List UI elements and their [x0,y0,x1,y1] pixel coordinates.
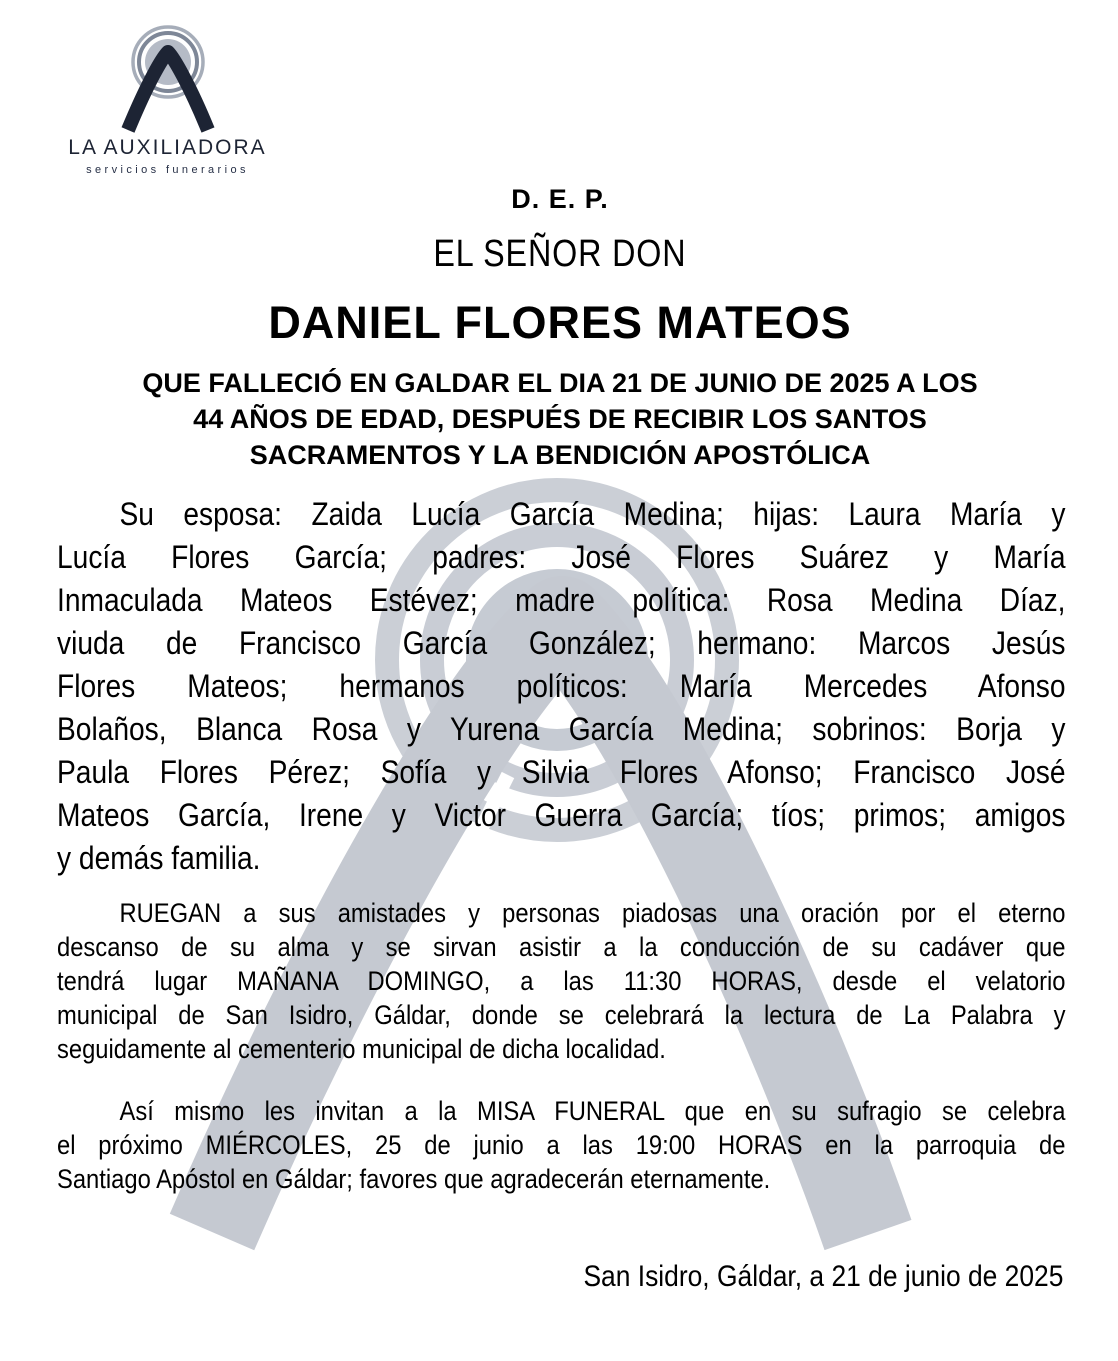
brand-name: LA AUXILIADORA [68,136,267,159]
deceased-name: DANIEL FLORES MATEOS [268,297,852,348]
text-line: Así mismo les invitan a la MISA FUNERAL que en su sufragio se celebra [119,1096,1066,1126]
salutation-row [57,231,1063,277]
salutation: EL SEÑOR DON [433,233,687,275]
dateline: San Isidro, Gáldar, a 21 de junio de 2025 [583,1260,1063,1293]
text-line: Inmaculada Mateos Estévez; madre política: Rosa Medina Díaz, [57,582,1066,618]
text-line: municipal de San Isidro, Gáldar, donde se celebrará la lectura de La Palabra y [57,1000,1066,1030]
text-line: Paula Flores Pérez; Sofía y Silvia Flores Afonso; Francisco José [57,754,1066,790]
death-statement [58,365,1062,473]
text-line: viuda de Francisco García González; hermano: Marcos Jesús [57,625,1066,661]
text-line: el próximo MIÉRCOLES, 25 de junio a las 19:00 HORAS en la parroquia de [57,1130,1066,1160]
text-line: QUE FALLECIÓ EN GALDAR EL DIA 21 DE JUNIO DE 2025 A LOS [142,368,978,398]
text-line: tendrá lugar MAÑANA DOMINGO, a las 11:30 HORAS, desde el velatorio [57,966,1066,996]
text-line: 44 AÑOS DE EDAD, DESPUÉS DE RECIBIR LOS SANTOS [193,404,927,434]
text-line: Lucía Flores García; padres: José Flores Suárez y María [57,539,1066,575]
text-line: Su esposa: Zaida Lucía García Medina; hijas: Laura María y [119,496,1066,532]
brand-logo [50,22,285,176]
brand-tagline: servicios funerarios [86,164,249,176]
prayer-request-paragraph [57,896,1065,1066]
brand-a-mark-icon [108,22,228,134]
dep-heading: D. E. P. [511,184,609,214]
text-line: y demás familia. [57,840,261,876]
text-line: RUEGAN a sus amistades y personas piadosas una oración por el eterno [119,898,1066,928]
funeral-mass-paragraph [57,1094,1065,1196]
dateline-row [57,1258,1063,1296]
text-line: Bolaños, Blanca Rosa y Yurena García Medina; sobrinos: Borja y [57,711,1066,747]
family-paragraph [57,493,1065,880]
text-line: SACRAMENTOS Y LA BENDICIÓN APOSTÓLICA [249,440,871,470]
text-line: seguidamente al cementerio municipal de dicha localidad. [57,1034,666,1064]
text-line: descanso de su alma y se sirvan asistir a la conducción de su cadáver que [57,932,1066,962]
text-line: Flores Mateos; hermanos políticos: María Mercedes Afonso [57,668,1066,704]
text-line: Santiago Apóstol en Gáldar; favores que agradecerán eternamente. [57,1164,771,1194]
text-line: Mateos García, Irene y Victor Guerra García; tíos; primos; amigos [57,797,1066,833]
